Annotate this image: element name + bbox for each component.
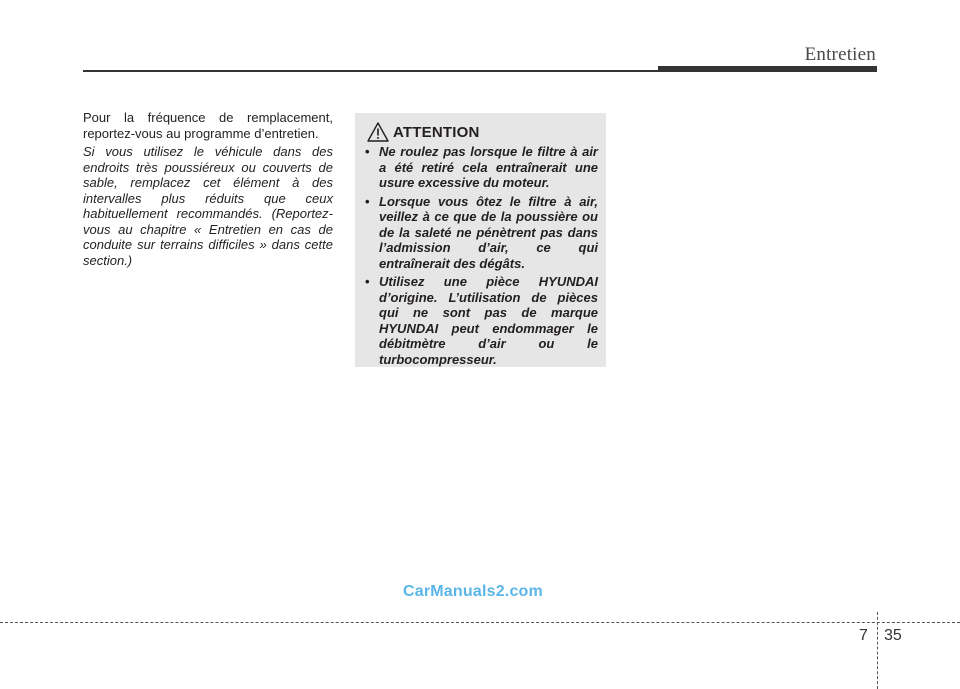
caution-header	[367, 121, 480, 143]
footer-dashed-line	[0, 622, 960, 623]
bullet: •	[365, 144, 370, 159]
caution-item	[365, 194, 598, 272]
section-title: Entretien	[804, 44, 876, 65]
footer-dashed-divider	[877, 612, 878, 689]
replacement-frequency-text: Pour la fréquence de remplacement, reportez-vous au programme d’entretien.	[83, 110, 333, 141]
chapter-number: 7	[859, 627, 868, 644]
watermark-link[interactable]: CarManuals2.com	[403, 583, 543, 600]
caution-item-text: Lorsque vous ôtez le filtre à air, veillez à ce que de la poussière ou de la saleté ne pénètrent pas dans l’admission d’air, ce qui entraînerait des dégâts.	[379, 193, 598, 271]
page-number: 35	[884, 627, 902, 644]
header-rule-thin	[83, 70, 663, 72]
warning-triangle-icon	[367, 122, 389, 142]
header-rule-thick	[658, 66, 877, 72]
bullet: •	[365, 193, 370, 209]
caution-item-text: Utilisez une pièce HYUNDAI d’origine. L’utilisation de pièces qui ne sont pas de marque HYUNDAI peut endommager le débitmètre d’air ou le turbocompresseur.	[379, 274, 598, 367]
bullet: •	[365, 274, 370, 289]
caution-item	[365, 274, 598, 367]
caution-item-text: Ne roulez pas lorsque le filtre à air a été retiré cela entraînerait une usure excessive du moteur.	[379, 144, 598, 190]
caution-list	[365, 144, 598, 370]
left-column	[83, 110, 333, 268]
caution-box	[355, 113, 606, 367]
caution-title: ATTENTION	[393, 123, 480, 141]
caution-item	[365, 144, 598, 191]
dusty-conditions-text: Si vous utilisez le véhicule dans des endroits très poussiéreux ou couverts de sable, remplacez cet élément à des intervalles plus réduits que ceux habituellement recommandés. (Reportez-vous au chapitre « Entretien en cas de conduite sur terrains difficiles » dans cette section.)	[83, 144, 333, 268]
